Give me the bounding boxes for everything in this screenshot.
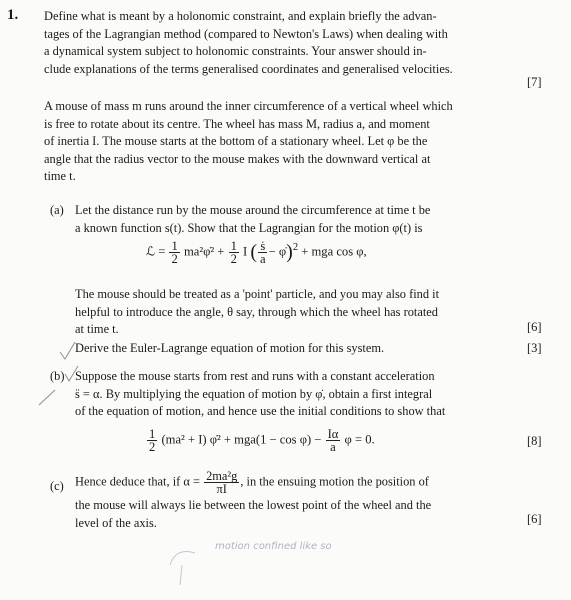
first-integral-equation: [146, 428, 375, 453]
square-exponent: 2: [292, 242, 299, 254]
part-b-text: Suppose the mouse starts from rest and runs with a constant acceleration s̈ = α. By multiplying the equation of motion by φ̇, obtain a first integral of the equation of motion, and hence use the initial conditions to show that: [75, 369, 446, 419]
eq-lhs: ℒ =: [146, 244, 166, 259]
eq-term2-I: I: [243, 244, 248, 259]
part-a-line: a known function s(t). Show that the Lagrangian for the motion φ(t) is: [75, 220, 423, 235]
intro-marks: [7]: [527, 75, 542, 89]
setup-line: time t.: [44, 169, 76, 184]
alpha-fraction: $\frac{\text{2ma²g}}{\pi I}$: [206, 469, 238, 496]
setup-line: is free to rotate about its centre. The wheel has mass M, radius a, and moment: [44, 116, 430, 131]
pencil-annotation: motion confined like so: [215, 541, 332, 552]
half-fraction: $\frac{1}{2}$: [171, 239, 178, 266]
tick-mark-icon: [37, 388, 57, 408]
intro-line: a dynamical system subject to holonomic constraints. Your answer should in-: [44, 44, 427, 59]
eq-tail: φ = 0.: [344, 432, 375, 447]
question-number: 1.: [7, 7, 19, 23]
sdot-over-a: $\frac{\text{ṡ}}{a}$: [260, 239, 266, 266]
eq-body: (ma² + I) φ̇² + mga(1 − cos φ) −: [161, 432, 322, 447]
setup-line: of inertia I. The mouse starts at the bottom of a stationary wheel. Let φ be the: [44, 134, 428, 149]
eq-term1: ma²φ̇² +: [183, 244, 225, 259]
setup-line: A mouse of mass m runs around the inner circumference of a vertical wheel which: [44, 99, 453, 113]
tick-mark-icon: [58, 340, 78, 362]
part-c-marks: [6]: [527, 512, 542, 526]
part-c-rest: the mouse will always lie between the lowest point of the wheel and the level of the axis.: [75, 498, 432, 530]
part-c-line-1: Hence deduce that, if α = $\frac{\text{2ma²g}}{\pi I}$ , in the ensuing motion the position of: [75, 469, 429, 496]
part-a-marks-1: [6]: [527, 320, 542, 334]
setup-paragraph: [44, 98, 490, 186]
setup-line: angle that the radius vector to the mouse makes with the downward vertical at: [44, 151, 431, 166]
part-b-marks: [8]: [527, 434, 542, 448]
intro-paragraph: [44, 8, 490, 78]
tick-mark-icon: [62, 363, 82, 385]
lagrangian-equation: ℒ = $\frac{1}{2}$ ma²φ̇² + $\frac{1}{2}$ I ( $\frac{\text{ṡ}}{a}$ − φ̇)$^2$ + mga cos φ,: [146, 239, 367, 266]
eq-term3: + mga cos φ,: [301, 244, 367, 259]
intro-line: Define what is meant by a holonomic constraint, and explain briefly the advan-: [44, 9, 437, 23]
intro-line: clude explanations of the terms generalised coordinates and generalised velocities.: [44, 61, 453, 76]
part-a-after: The mouse should be treated as a 'point' particle, and you may also find it helpful to introduce the angle, θ say, through which the wheel has rotated at time t.: [75, 287, 440, 337]
ialpha-over-a: $\frac{I\alpha}{a}$: [327, 427, 339, 454]
part-c-label: (c): [50, 479, 64, 493]
intro-line: tages of the Lagrangian method (compared to Newton's Laws) when dealing with: [44, 26, 448, 41]
derive-line: Derive the Euler-Lagrange equation of motion for this system.: [75, 341, 385, 355]
part-a-text: [75, 202, 488, 237]
half-fraction: $\frac{1}{2}$: [149, 427, 156, 454]
part-b-label: (b): [50, 369, 65, 383]
part-a-label: (a): [50, 203, 64, 217]
part-a-marks-2: [3]: [527, 341, 542, 355]
pencil-mark-icon: [140, 525, 230, 595]
part-a-line: Let the distance run by the mouse around the circumference at time t be: [75, 203, 431, 217]
half-fraction: $\frac{1}{2}$: [230, 239, 237, 266]
